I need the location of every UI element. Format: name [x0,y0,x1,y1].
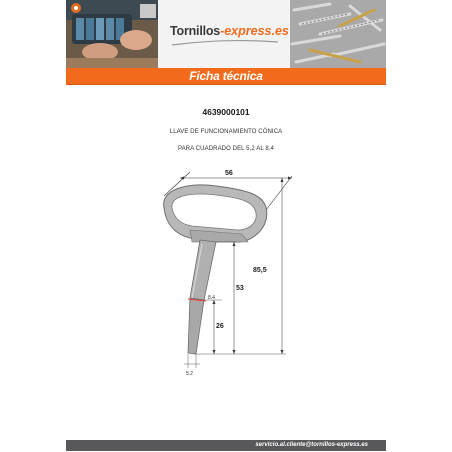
dim-bottom-square-label: 5.2 [186,371,193,377]
footer-bar [66,440,386,451]
dim-total-label: 85,5 [253,267,267,274]
dim-top-square-label: 8.4 [208,295,215,301]
brand-name: Tornillos [170,24,221,38]
dim-tip-label: 26 [216,323,224,330]
brand-domain: -express.es [220,24,289,38]
contact-email-link[interactable]: servicio.al.cliente@tornillos-express.es [255,442,368,448]
tools-photo [66,0,158,68]
dim-width-label: 56 [225,170,233,177]
product-code: 4639000101 [202,107,250,117]
dim-shaft-label: 53 [236,285,244,292]
bottom-square-dimension [184,354,200,377]
section-title-bar [66,68,386,85]
product-description-line1: LLAVE DE FUNCIONAMIENTO CÓNICA [169,129,283,135]
product-description-line2: PARA CUADRADO DEL 5,2 AL 8,4 [178,146,274,152]
technical-sheet [66,0,386,452]
brand-swoosh [170,38,280,48]
key-ring [164,185,267,242]
screws-photo [290,0,386,68]
section-title: Ficha técnica [189,69,263,83]
key-technical-drawing [146,168,306,380]
tip-height-dimension [204,300,224,354]
header-banner [66,0,386,68]
